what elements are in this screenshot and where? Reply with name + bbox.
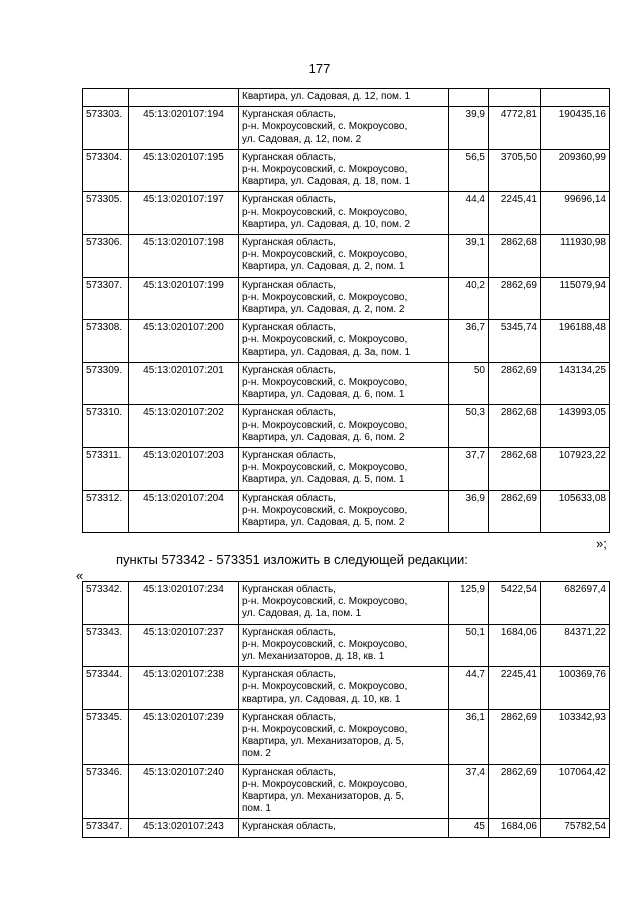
cadastral-number-cell: 45:13:020107:240 [129, 764, 239, 819]
closing-quote: »; [596, 536, 607, 551]
cadastral-number-cell: 45:13:020107:239 [129, 709, 239, 764]
cadastral-value-cell: 209360,99 [541, 149, 610, 192]
table-row [83, 667, 610, 710]
unit-value-cell: 1684,06 [489, 624, 541, 667]
address-cell [239, 819, 449, 837]
table-row [83, 709, 610, 764]
area-cell: 40,2 [449, 277, 489, 320]
table-row [83, 277, 610, 320]
address-line: р-н. Мокроусовский, с. Мокроусово, [242, 504, 408, 516]
address-line: р-н. Мокроусовский, с. Мокроусово, [242, 121, 408, 133]
table-row [83, 235, 610, 278]
row-number-cell: 573306. [83, 235, 129, 278]
table-body [83, 89, 610, 533]
address-line: р-н. Мокроусовский, с. Мокроусово, [242, 206, 408, 218]
property-table-continued [82, 88, 610, 533]
address-line: Курганская область, [242, 450, 336, 462]
address-line: Курганская область, [242, 821, 336, 833]
address-cell [239, 448, 449, 491]
address-line: Квартира, ул. Садовая, д. 6, пом. 2 [242, 431, 405, 443]
cadastral-number-cell: 45:13:020107:195 [129, 149, 239, 192]
table-row [83, 89, 610, 107]
address-line: Квартира, ул. Садовая, д. 5, пом. 1 [242, 474, 405, 486]
area-cell: 36,1 [449, 709, 489, 764]
area-cell: 39,1 [449, 235, 489, 278]
address-line: Курганская область, [242, 237, 336, 249]
row-number-cell: 573347. [83, 819, 129, 837]
cadastral-number-cell: 45:13:020107:238 [129, 667, 239, 710]
row-number-cell: 573343. [83, 624, 129, 667]
address-line: Курганская область, [242, 279, 336, 291]
address-line: пом. 1 [242, 803, 271, 815]
table-row [83, 764, 610, 819]
address-line: р-н. Мокроусовский, с. Мокроусово, [242, 419, 408, 431]
address-line: Курганская область, [242, 584, 336, 595]
cadastral-value-cell: 100369,76 [541, 667, 610, 710]
address-line: Квартира, ул. Садовая, д. 2, пом. 1 [242, 261, 405, 273]
area-cell: 39,9 [449, 107, 489, 150]
table-row [83, 149, 610, 192]
area-cell: 37,7 [449, 448, 489, 491]
cadastral-value-cell: 84371,22 [541, 624, 610, 667]
row-number-cell: 573305. [83, 192, 129, 235]
address-line: Курганская область, [242, 626, 336, 638]
table-row [83, 624, 610, 667]
unit-value-cell: 2862,68 [489, 405, 541, 448]
area-cell: 50,3 [449, 405, 489, 448]
cadastral-number-cell: 45:13:020107:200 [129, 320, 239, 363]
table-row [83, 490, 610, 533]
address-line: р-н. Мокроусовский, с. Мокроусово, [242, 164, 408, 176]
area-cell: 36,9 [449, 490, 489, 533]
address-line: Квартира, ул. Механизаторов, д. 5, [242, 736, 404, 748]
address-cell [239, 89, 449, 107]
unit-value-cell: 2862,69 [489, 764, 541, 819]
address-line: Квартира, ул. Садовая, д. 2, пом. 2 [242, 304, 405, 316]
area-cell: 44,7 [449, 667, 489, 710]
address-line: р-н. Мокроусовский, с. Мокроусово, [242, 724, 408, 736]
unit-value-cell: 2245,41 [489, 192, 541, 235]
address-cell [239, 582, 449, 625]
table-row [83, 582, 610, 625]
cadastral-number-cell: 45:13:020107:237 [129, 624, 239, 667]
cadastral-value-cell: 190435,16 [541, 107, 610, 150]
address-cell [239, 362, 449, 405]
table-row [83, 405, 610, 448]
cadastral-value-cell: 682697,4 [541, 582, 610, 625]
address-line: Квартира, ул. Садовая, д. 18, пом. 1 [242, 176, 411, 188]
area-cell: 50,1 [449, 624, 489, 667]
area-cell: 125,9 [449, 582, 489, 625]
row-number-cell: 573346. [83, 764, 129, 819]
address-line: р-н. Мокроусовский, с. Мокроусово, [242, 681, 408, 693]
area-cell: 50 [449, 362, 489, 405]
area-cell: 44,4 [449, 192, 489, 235]
cadastral-value-cell: 107923,22 [541, 448, 610, 491]
row-number-cell: 573345. [83, 709, 129, 764]
address-cell [239, 107, 449, 150]
address-cell [239, 764, 449, 819]
table-row [83, 819, 610, 837]
amendment-instruction: пункты 573342 - 573351 изложить в следующей редакции: [116, 552, 468, 567]
address-line: Курганская область, [242, 109, 336, 121]
address-cell [239, 235, 449, 278]
address-line: ул. Садовая, д. 12, пом. 2 [242, 133, 362, 145]
table-row [83, 107, 610, 150]
unit-value-cell: 2862,68 [489, 235, 541, 278]
address-cell [239, 490, 449, 533]
address-line: Квартира, ул. Механизаторов, д. 5, [242, 791, 404, 803]
cadastral-number-cell: 45:13:020107:201 [129, 362, 239, 405]
address-line: Квартира, ул. Садовая, д. 6, пом. 1 [242, 389, 405, 401]
unit-value-cell: 1684,06 [489, 819, 541, 837]
unit-value-cell: 4772,81 [489, 107, 541, 150]
address-line: квартира, ул. Садовая, д. 10, кв. 1 [242, 693, 401, 705]
cadastral-number-cell: 45:13:020107:202 [129, 405, 239, 448]
cadastral-number-cell: 45:13:020107:234 [129, 582, 239, 625]
cadastral-value-cell: 196188,48 [541, 320, 610, 363]
address-line: Курганская область, [242, 364, 336, 376]
cadastral-value-cell: 115079,94 [541, 277, 610, 320]
address-line: р-н. Мокроусовский, с. Мокроусово, [242, 462, 408, 474]
cadastral-number-cell: 45:13:020107:199 [129, 277, 239, 320]
unit-value-cell [489, 89, 541, 107]
address-line: р-н. Мокроусовский, с. Мокроусово, [242, 638, 408, 650]
cadastral-value-cell: 75782,54 [541, 819, 610, 837]
row-number-cell: 573310. [83, 405, 129, 448]
address-line: ул. Механизаторов, д. 18, кв. 1 [242, 651, 385, 663]
cadastral-number-cell: 45:13:020107:194 [129, 107, 239, 150]
cadastral-number-cell: 45:13:020107:197 [129, 192, 239, 235]
row-number-cell: 573309. [83, 362, 129, 405]
address-line: р-н. Мокроусовский, с. Мокроусово, [242, 596, 408, 608]
address-line: ул. Садовая, д. 1а, пом. 1 [242, 608, 362, 620]
cadastral-value-cell [541, 89, 610, 107]
row-number-cell: 573342. [83, 582, 129, 625]
address-line: Курганская область, [242, 322, 336, 334]
cadastral-number-cell: 45:13:020107:198 [129, 235, 239, 278]
page-number: 177 [308, 61, 331, 76]
cadastral-value-cell: 107064,42 [541, 764, 610, 819]
address-line: р-н. Мокроусовский, с. Мокроусово, [242, 377, 408, 389]
table-body [83, 582, 610, 838]
address-cell [239, 709, 449, 764]
cadastral-number-cell: 45:13:020107:203 [129, 448, 239, 491]
address-cell [239, 624, 449, 667]
area-cell: 45 [449, 819, 489, 837]
unit-value-cell: 2862,69 [489, 709, 541, 764]
row-number-cell: 573303. [83, 107, 129, 150]
opening-quote: « [76, 568, 84, 583]
cadastral-value-cell: 105633,08 [541, 490, 610, 533]
address-line: р-н. Мокроусовский, с. Мокроусово, [242, 249, 408, 261]
property-table-amended [82, 581, 610, 838]
cadastral-value-cell: 111930,98 [541, 235, 610, 278]
table-row [83, 192, 610, 235]
cadastral-value-cell: 99696,14 [541, 192, 610, 235]
cadastral-value-cell: 143993,05 [541, 405, 610, 448]
address-line: Курганская область, [242, 492, 336, 504]
address-cell [239, 320, 449, 363]
area-cell: 37,4 [449, 764, 489, 819]
address-cell [239, 277, 449, 320]
address-line: Курганская область, [242, 711, 336, 723]
row-number-cell: 573312. [83, 490, 129, 533]
unit-value-cell: 2862,69 [489, 277, 541, 320]
unit-value-cell: 3705,50 [489, 149, 541, 192]
address-cell [239, 405, 449, 448]
row-number-cell: 573308. [83, 320, 129, 363]
address-line: Курганская область, [242, 151, 336, 163]
address-line: Курганская область, [242, 669, 336, 681]
row-number-cell [83, 89, 129, 107]
unit-value-cell: 2862,69 [489, 362, 541, 405]
row-number-cell: 573307. [83, 277, 129, 320]
area-cell: 56,5 [449, 149, 489, 192]
cadastral-number-cell [129, 89, 239, 107]
address-cell [239, 149, 449, 192]
address-line: р-н. Мокроусовский, с. Мокроусово, [242, 334, 408, 346]
address-line: Квартира, ул. Садовая, д. 3а, пом. 1 [242, 346, 411, 358]
row-number-cell: 573311. [83, 448, 129, 491]
unit-value-cell: 2862,68 [489, 448, 541, 491]
address-cell [239, 192, 449, 235]
cadastral-value-cell: 143134,25 [541, 362, 610, 405]
address-line: р-н. Мокроусовский, с. Мокроусово, [242, 778, 408, 790]
address-line: пом. 2 [242, 748, 271, 760]
cadastral-number-cell: 45:13:020107:243 [129, 819, 239, 837]
row-number-cell: 573344. [83, 667, 129, 710]
unit-value-cell: 5422,54 [489, 582, 541, 625]
address-line: Курганская область, [242, 766, 336, 778]
cadastral-number-cell: 45:13:020107:204 [129, 490, 239, 533]
cadastral-value-cell: 103342,93 [541, 709, 610, 764]
row-number-cell: 573304. [83, 149, 129, 192]
address-line: Квартира, ул. Садовая, д. 12, пом. 1 [242, 91, 411, 102]
address-line: р-н. Мокроусовский, с. Мокроусово, [242, 291, 408, 303]
address-line: Квартира, ул. Садовая, д. 5, пом. 2 [242, 517, 405, 529]
area-cell: 36,7 [449, 320, 489, 363]
area-cell [449, 89, 489, 107]
unit-value-cell: 2245,41 [489, 667, 541, 710]
table-row [83, 362, 610, 405]
address-line: Квартира, ул. Садовая, д. 10, пом. 2 [242, 218, 411, 230]
table-row [83, 320, 610, 363]
table-row [83, 448, 610, 491]
unit-value-cell: 2862,69 [489, 490, 541, 533]
address-cell [239, 667, 449, 710]
address-line: Курганская область, [242, 407, 336, 419]
unit-value-cell: 5345,74 [489, 320, 541, 363]
address-line: Курганская область, [242, 194, 336, 206]
